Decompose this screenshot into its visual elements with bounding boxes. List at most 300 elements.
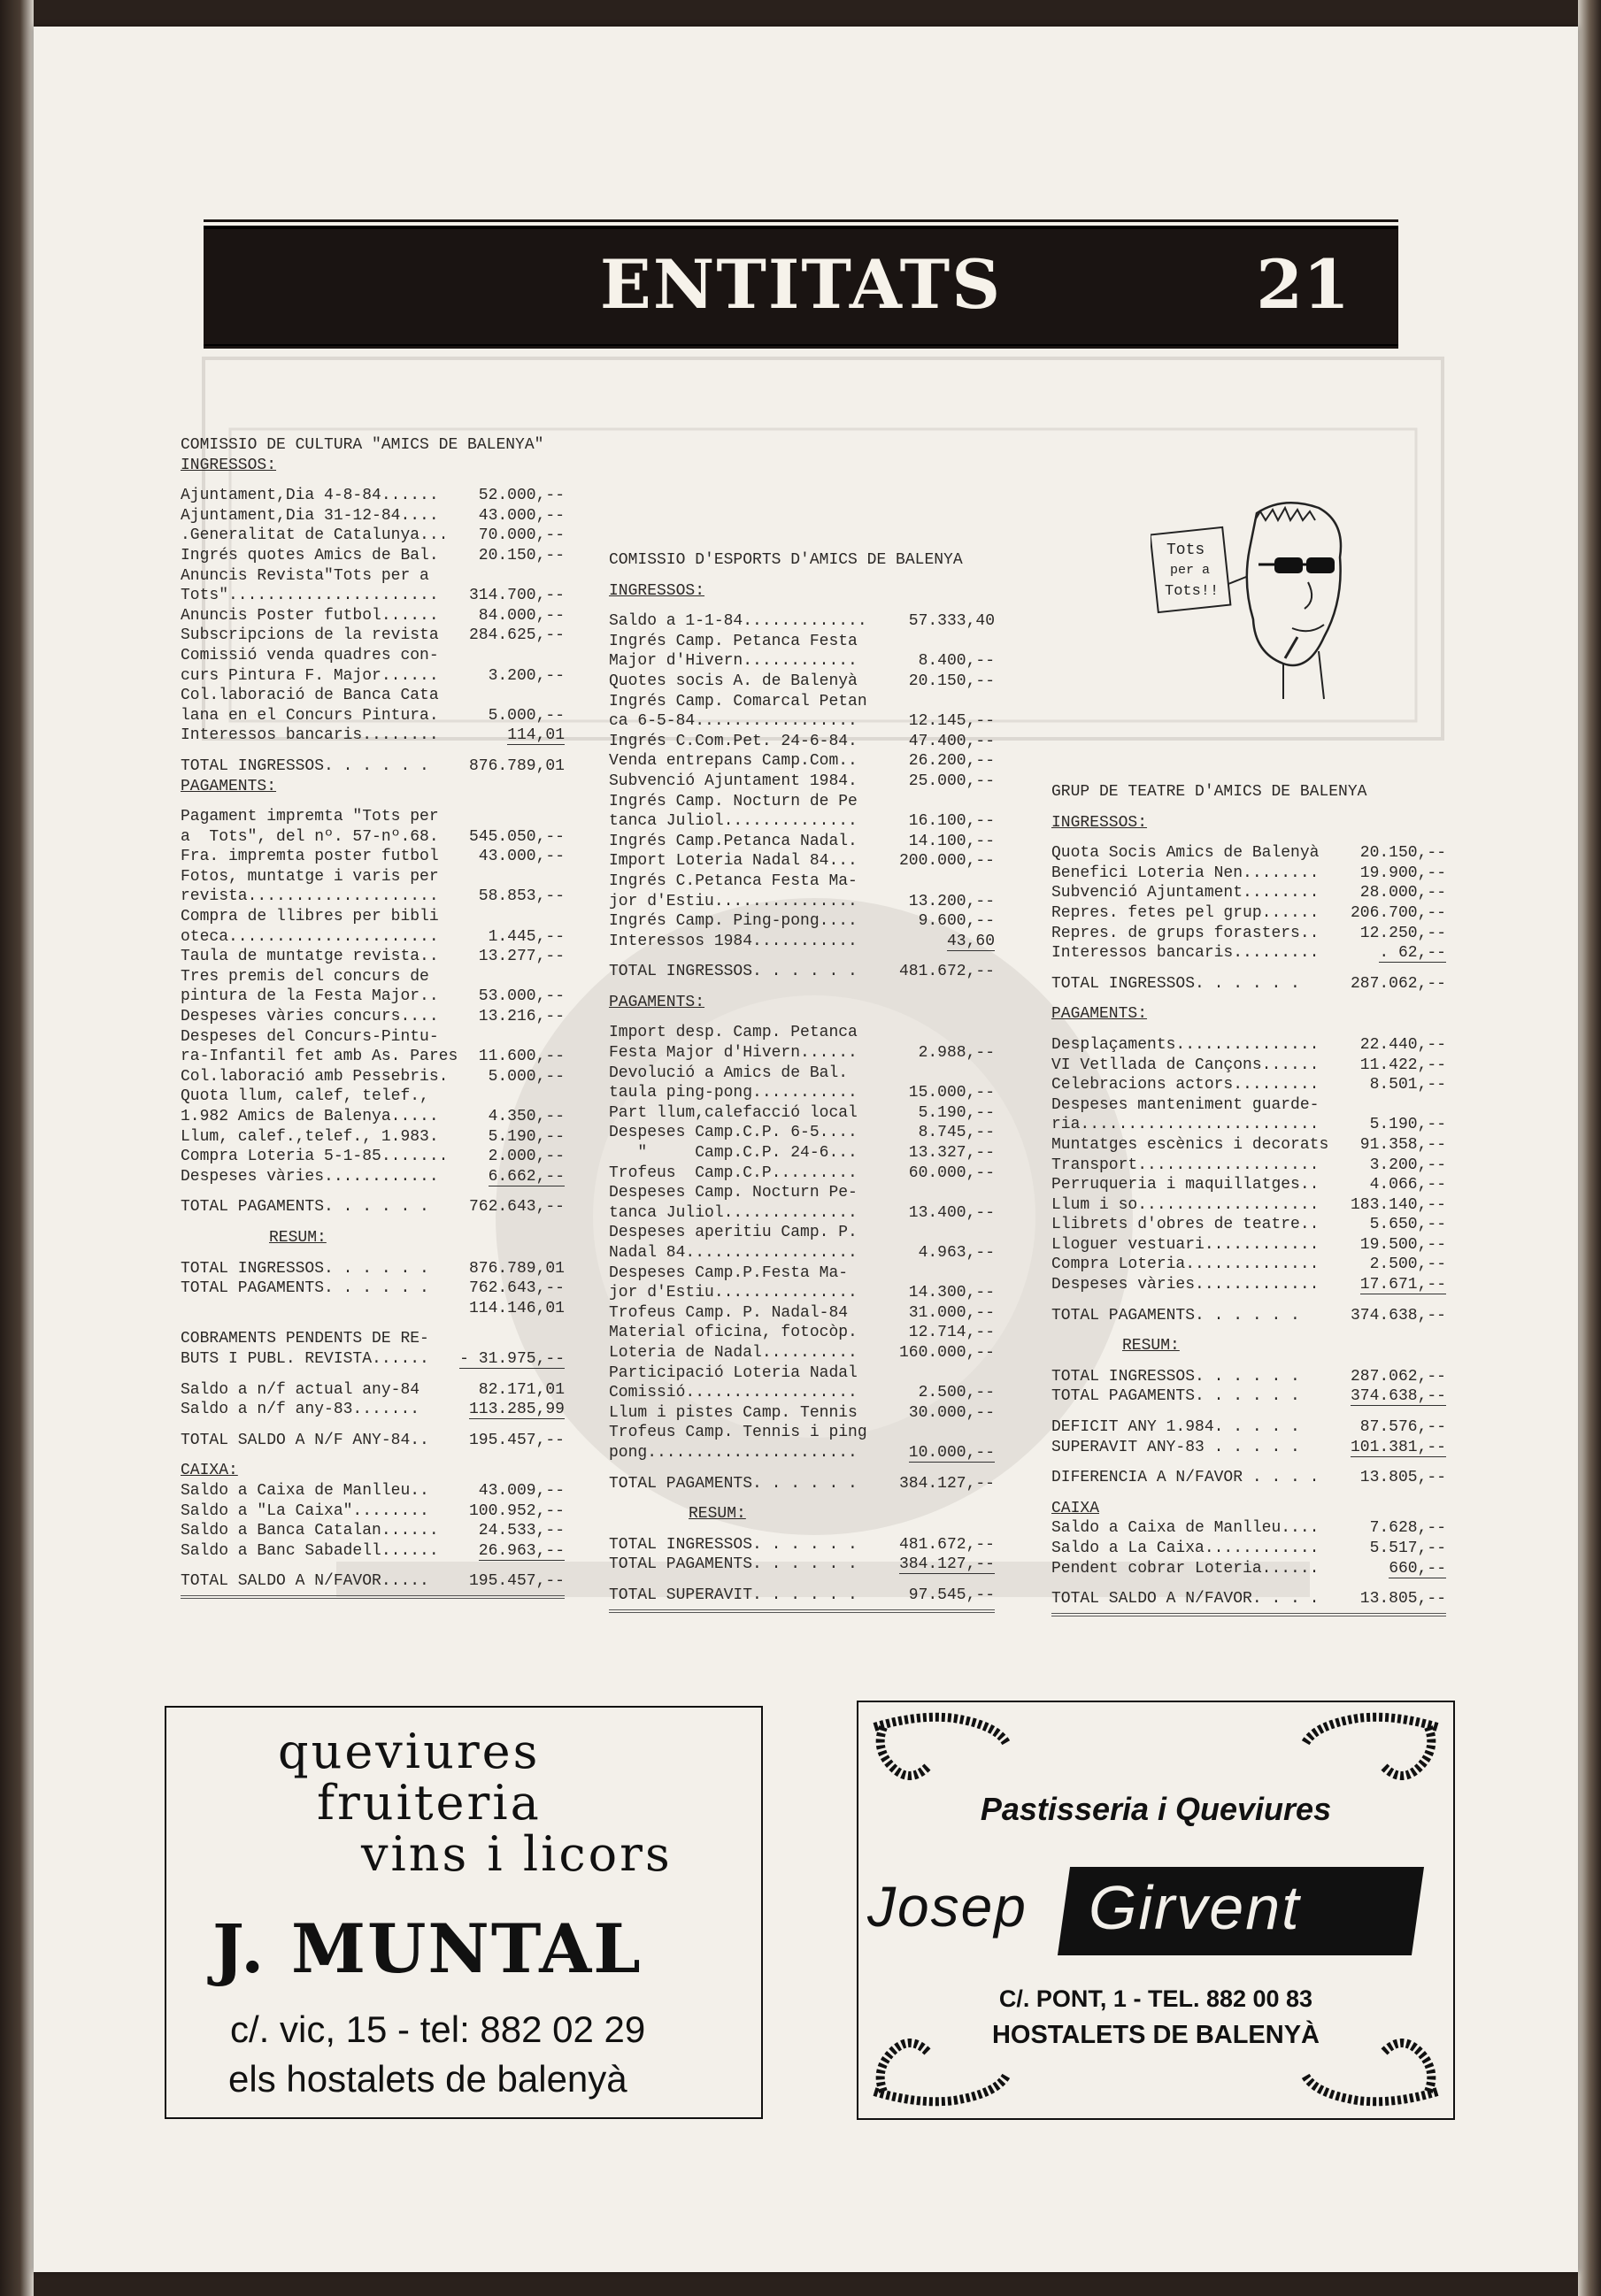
ledger-label: Saldo a La Caixa............ xyxy=(1051,1540,1320,1557)
ledger-label: Repres. fetes pel grup...... xyxy=(1051,903,1320,922)
ledger-amount: 13.277,-- xyxy=(478,948,565,966)
ledger-row xyxy=(181,1481,565,1501)
ledger-amount: 200.000,-- xyxy=(898,852,995,871)
ledger-label: lana en el Concurs Pintura. xyxy=(181,706,439,725)
ledger-value xyxy=(458,526,565,546)
ledger-label: VI Vetllada de Cançons...... xyxy=(1051,1056,1320,1074)
ledger-amount: 52.000,-- xyxy=(478,487,565,505)
ledger-amount: 13.327,-- xyxy=(908,1144,995,1163)
ledger-value xyxy=(889,1023,995,1043)
ledger-label: Import Loteria Nadal 84... xyxy=(609,852,858,871)
total-favor xyxy=(1051,1589,1446,1609)
total-favor-label: TOTAL SALDO A N/FAVOR. . . . xyxy=(1051,1590,1320,1609)
resum-heading: RESUM: xyxy=(689,1505,746,1524)
ledger-amount: 374.638,-- xyxy=(1350,1387,1446,1406)
ledger-row xyxy=(609,1383,995,1403)
ledger-label: " Camp.C.P. 24-6... xyxy=(609,1144,858,1163)
ledger-row xyxy=(609,851,995,872)
ledger-row xyxy=(609,1303,995,1324)
ledger-row xyxy=(1051,1115,1446,1135)
spacer xyxy=(1051,1488,1446,1499)
ledger-row xyxy=(609,911,995,932)
ledger-row xyxy=(609,811,995,832)
ledger-row xyxy=(181,1521,565,1541)
ledger-row xyxy=(1051,903,1446,924)
ledger-value xyxy=(889,1183,995,1203)
ledger-value xyxy=(889,872,995,892)
ad-girvent-address: C/. PONT, 1 - TEL. 882 00 83 xyxy=(998,1985,1313,2012)
ledger-label: Material oficina, fotocòp. xyxy=(609,1324,858,1342)
ledger-value xyxy=(458,827,565,848)
ledger-amount: 206.700,-- xyxy=(1350,903,1446,922)
ledger-amount: 15.000,-- xyxy=(908,1084,995,1102)
spacer xyxy=(181,475,565,486)
ledger-value xyxy=(889,832,995,852)
ledger-label: Pendent cobrar Loteria...... xyxy=(1051,1559,1320,1578)
ledger-amount: 114,01 xyxy=(507,726,565,745)
ledger-label: Venda entrepans Camp.Com.. xyxy=(609,752,858,771)
ledger-value xyxy=(889,1123,995,1143)
ledger-value xyxy=(889,1223,995,1243)
ledger-row xyxy=(609,1103,995,1124)
page-gutter xyxy=(0,0,34,2296)
ledger-amount: 43,60 xyxy=(946,932,995,950)
ledger-value xyxy=(458,546,565,566)
ledger-value xyxy=(458,1299,565,1319)
cultura-accounts xyxy=(181,435,565,1599)
ledger-value xyxy=(458,506,565,526)
ledger-amount: 25.000,-- xyxy=(908,772,995,790)
ledger-label: Taula de muntatge revista.. xyxy=(181,948,439,966)
ledger-label: Comissió.................. xyxy=(609,1384,858,1402)
ledger-value xyxy=(889,1083,995,1103)
ledger-value xyxy=(458,586,565,606)
ledger-row xyxy=(181,967,565,987)
spacer xyxy=(1051,833,1446,843)
ledger-row xyxy=(609,651,995,672)
ledger-value xyxy=(458,646,565,666)
ledger-value xyxy=(889,1303,995,1324)
ledger-value xyxy=(458,987,565,1007)
ledger-value xyxy=(458,1067,565,1087)
ledger-amount: 13.200,-- xyxy=(908,892,995,910)
section-title: ENTITATS xyxy=(599,245,1003,324)
ledger-row xyxy=(181,1349,565,1370)
total-superavit-label: TOTAL SUPERAVIT. . . . . . xyxy=(609,1586,858,1604)
ledger-row xyxy=(609,1403,995,1424)
ledger-amount: 31.000,-- xyxy=(908,1303,995,1322)
ledger-label: Trofeus Camp.C.P......... xyxy=(609,1163,858,1182)
ledger-row xyxy=(181,1147,565,1167)
ingressos-heading: INGRESSOS: xyxy=(609,581,705,600)
ledger-value xyxy=(889,732,995,752)
page-edge xyxy=(1578,0,1601,2296)
ledger-label: Participació Loteria Nadal xyxy=(609,1363,858,1382)
ledger-value xyxy=(889,1203,995,1224)
ledger-value xyxy=(889,911,995,932)
ledger-value xyxy=(1340,1539,1446,1559)
ledger-label: Ingrés quotes Amics de Bal. xyxy=(181,546,439,564)
ledger-label: .Generalitat de Catalunya... xyxy=(181,526,449,545)
ad-muntal-line3: vins i licors xyxy=(361,1826,673,1882)
total-ingressos-amount: 481.672,-- xyxy=(898,963,995,981)
ledger-amount: 12.714,-- xyxy=(908,1324,995,1342)
spacer xyxy=(609,1463,995,1474)
ledger-label: Saldo a Banca Catalan...... xyxy=(181,1522,439,1540)
ledger-row xyxy=(181,1107,565,1127)
total-superavit-value xyxy=(889,1586,995,1606)
ledger-row xyxy=(609,1183,995,1203)
ledger-value xyxy=(458,1027,565,1048)
ledger-value xyxy=(458,927,565,948)
ledger-label: oteca...................... xyxy=(181,927,439,946)
spacer xyxy=(609,982,995,993)
ledger-row xyxy=(609,1443,995,1463)
ledger-row xyxy=(1051,1056,1446,1076)
ad-girvent-tagline: Pastisseria i Queviures xyxy=(980,1791,1332,1827)
ledger-amount: 13.400,-- xyxy=(908,1203,995,1222)
ledger-value xyxy=(889,1363,995,1384)
ledger-label: Interessos bancaris......... xyxy=(1051,944,1320,963)
ledger-label: Trofeus Camp. P. Nadal-84 xyxy=(609,1303,849,1322)
ledger-row xyxy=(609,1083,995,1103)
ledger-amount: 3.200,-- xyxy=(488,666,565,685)
ledger-amount: 91.358,-- xyxy=(1359,1135,1446,1154)
ledger-value xyxy=(458,1047,565,1067)
ledger-label: Saldo a n/f any-83....... xyxy=(181,1401,420,1419)
ledger-label: Major d'Hivern............ xyxy=(609,652,858,671)
ledger-row xyxy=(609,1143,995,1163)
ledger-row xyxy=(181,486,565,506)
ledger-row xyxy=(181,1007,565,1027)
ledger-value xyxy=(458,1007,565,1027)
ledger-value xyxy=(1340,1156,1446,1176)
section-banner xyxy=(204,226,1398,348)
ledger-value xyxy=(889,1443,995,1463)
ledger-row xyxy=(609,1023,995,1043)
ledger-value xyxy=(1340,924,1446,944)
ledger-value xyxy=(1340,1367,1446,1387)
ledger-label: jor d'Estiu............... xyxy=(609,892,858,910)
ad-girvent-last-name: Girvent xyxy=(1089,1873,1301,1942)
ledger-row xyxy=(609,1323,995,1343)
ledger-label: curs Pintura F. Major...... xyxy=(181,666,439,685)
caixa-heading: CAIXA xyxy=(1051,1499,1100,1517)
ledger-amount: 19.500,-- xyxy=(1359,1235,1446,1254)
ledger-label: Celebracions actors......... xyxy=(1051,1076,1320,1094)
ledger-amount: - 31.975,-- xyxy=(459,1349,565,1368)
ledger-value xyxy=(458,726,565,746)
total-ingressos-label: TOTAL INGRESSOS. . . . . . xyxy=(609,963,858,981)
total-pagaments xyxy=(181,1197,565,1217)
ledger-amount: 43.000,-- xyxy=(478,506,565,525)
ledger-amount: 1.445,-- xyxy=(488,927,565,946)
ledger-amount: 5.000,-- xyxy=(488,706,565,725)
ledger-label: Quota Socis Amics de Balenyà xyxy=(1051,844,1320,863)
ledger-row xyxy=(1051,843,1446,864)
ledger-label: Nadal 84.................. xyxy=(609,1244,858,1262)
ad-girvent-logo xyxy=(867,1862,1444,1968)
ledger-label: Subvenció Ajuntament........ xyxy=(1051,884,1320,902)
ledger-amount: 43.009,-- xyxy=(478,1481,565,1500)
total-ingressos-label: TOTAL INGRESSOS. . . . . . xyxy=(181,756,429,775)
ledger-label: Comissió venda quadres con- xyxy=(181,646,439,664)
ledger-row xyxy=(609,1363,995,1384)
ledger-amount: 284.625,-- xyxy=(468,626,565,645)
ledger-row xyxy=(181,867,565,887)
double-rule xyxy=(1051,1613,1446,1616)
ledger-amount: 5.190,-- xyxy=(488,1127,565,1146)
ledger-amount: 57.333,40 xyxy=(908,612,995,631)
total-favor xyxy=(181,1571,565,1592)
ledger-amount: 8.400,-- xyxy=(918,652,995,671)
ad-muntal-address: c/. vic, 15 - tel: 882 02 29 xyxy=(230,2008,646,2050)
ledger-label: DEFICIT ANY 1.984. . . . . xyxy=(1051,1418,1300,1437)
ledger-row xyxy=(181,987,565,1007)
ledger-row xyxy=(181,1299,565,1319)
ledger-amount: 82.171,01 xyxy=(478,1380,565,1399)
ledger-amount: 6.662,-- xyxy=(488,1167,565,1186)
ledger-label: ra-Infantil fet amb As. Pares xyxy=(181,1048,458,1066)
ledger-row xyxy=(1051,1518,1446,1539)
ledger-amount: 11.422,-- xyxy=(1359,1056,1446,1074)
ledger-label: TOTAL INGRESSOS. . . . . . xyxy=(1051,1367,1300,1386)
total-pagaments-amount: 374.638,-- xyxy=(1350,1306,1446,1325)
ledger-amount: 4.350,-- xyxy=(488,1108,565,1125)
ad-girvent-first-name: Josep xyxy=(867,1875,1028,1939)
corner-scroll-icon xyxy=(1296,1709,1446,1789)
ledger-value xyxy=(1340,1095,1446,1116)
ledger-row xyxy=(1051,1195,1446,1216)
ledger-label: Llum i so................... xyxy=(1051,1195,1320,1214)
ledger-row xyxy=(609,1283,995,1303)
ledger-value xyxy=(458,907,565,927)
pagaments-heading: PAGAMENTS: xyxy=(1051,1005,1148,1024)
ledger-value xyxy=(458,1279,565,1299)
ledger-value xyxy=(889,1403,995,1424)
ledger-label: Compra de llibres per bibli xyxy=(181,908,439,926)
ledger-label: Llum i pistes Camp. Tennis xyxy=(609,1403,858,1422)
ledger-label: Desplaçaments............... xyxy=(1051,1035,1320,1054)
total-ingressos xyxy=(1051,974,1446,994)
ledger-row xyxy=(181,666,565,687)
ledger-row xyxy=(181,726,565,746)
ledger-row xyxy=(1051,1215,1446,1235)
ledger-value xyxy=(1340,1215,1446,1235)
ledger-amount: 3.200,-- xyxy=(1369,1156,1446,1174)
ledger-value xyxy=(889,1064,995,1084)
ledger-value xyxy=(458,706,565,726)
ledger-value xyxy=(458,887,565,907)
ledger-amount: 114.146,01 xyxy=(468,1299,565,1317)
ledger-amount: 30.000,-- xyxy=(908,1403,995,1422)
ledger-value xyxy=(889,751,995,772)
total-favor-amount: 13.805,-- xyxy=(1359,1590,1446,1609)
ledger-amount: 26.963,-- xyxy=(478,1541,565,1560)
ledger-label: Despeses Camp.C.P. 6-5.... xyxy=(609,1124,858,1142)
ledger-row xyxy=(1051,1386,1446,1407)
ledger-label: TOTAL PAGAMENTS. . . . . . xyxy=(609,1555,858,1574)
ledger-value xyxy=(889,1283,995,1303)
ledger-value xyxy=(889,1323,995,1343)
ledger-row xyxy=(609,672,995,692)
ledger-label: Ingrés Camp.Petanca Nadal. xyxy=(609,832,858,850)
ledger-label: Fotos, muntatge i varis per xyxy=(181,867,439,886)
ledger-row xyxy=(181,1279,565,1299)
ledger-row xyxy=(181,1027,565,1048)
ledger-value xyxy=(1340,1438,1446,1458)
ledger-amount: 17.671,-- xyxy=(1359,1276,1446,1294)
total-saldo-amount: 195.457,-- xyxy=(468,1431,565,1449)
ledger-row xyxy=(181,807,565,827)
spacer xyxy=(181,1248,565,1259)
ledger-label: pong...................... xyxy=(609,1443,858,1462)
ledger-label: BUTS I PUBL. REVISTA...... xyxy=(181,1349,429,1368)
ledger-label: Lloguer vestuari............ xyxy=(1051,1235,1320,1254)
ledger-row xyxy=(181,546,565,566)
ledger-amount: 26.200,-- xyxy=(908,752,995,771)
total-pagaments-label: TOTAL PAGAMENTS. . . . . . xyxy=(1051,1306,1300,1325)
ledger-amount: 183.140,-- xyxy=(1350,1195,1446,1214)
ledger-label: Ingrés Camp. Ping-pong.... xyxy=(609,912,858,931)
ledger-row xyxy=(609,1423,995,1443)
ledger-value xyxy=(1340,1115,1446,1135)
ledger-label: Anuncis Poster futbol...... xyxy=(181,606,439,625)
total-ingressos-label: TOTAL INGRESSOS. . . . . . xyxy=(1051,974,1300,993)
ledger-label: Despeses del Concurs-Pintu- xyxy=(181,1027,439,1046)
ledger-row xyxy=(1051,864,1446,884)
ledger-label: Ajuntament,Dia 4-8-84...... xyxy=(181,487,439,505)
ledger-amount: 2.500,-- xyxy=(1369,1256,1446,1274)
ledger-row xyxy=(1051,1275,1446,1295)
total-favor-value xyxy=(458,1571,565,1592)
spacer xyxy=(181,1420,565,1431)
section-title: GRUP DE TEATRE D'AMICS DE BALENYA xyxy=(1051,783,1367,801)
ledger-value xyxy=(1340,883,1446,903)
ledger-value xyxy=(889,692,995,712)
double-rule xyxy=(181,1595,565,1599)
ledger-label: Saldo a Caixa de Manlleu.. xyxy=(181,1481,429,1500)
ledger-amount: 100.952,-- xyxy=(468,1501,565,1520)
ledger-amount: 22.440,-- xyxy=(1359,1035,1446,1054)
spacer xyxy=(1051,1325,1446,1336)
spacer xyxy=(1051,1407,1446,1417)
ledger-label: Quota llum, calef, telef., xyxy=(181,1087,429,1106)
ledger-value xyxy=(1340,1135,1446,1156)
ledger-label: Pagament impremta "Tots per xyxy=(181,808,439,826)
ledger-amount: 101.381,-- xyxy=(1350,1438,1446,1456)
ledger-row xyxy=(1051,1539,1446,1559)
ledger-row xyxy=(181,706,565,726)
total-saldo xyxy=(181,1431,565,1451)
ledger-value xyxy=(889,1555,995,1575)
ledger-label: Col.laboració de Banca Cata xyxy=(181,687,439,705)
ledger-label: Despeses Camp. Nocturn Pe- xyxy=(609,1184,858,1202)
total-ingressos-value xyxy=(1340,974,1446,994)
ledger-row xyxy=(181,1501,565,1522)
spacer xyxy=(609,1575,995,1586)
ledger-label: Fra. impremta poster futbol xyxy=(181,848,439,866)
ledger-label: Saldo a Banc Sabadell...... xyxy=(181,1541,439,1560)
ledger-row xyxy=(609,772,995,792)
ledger-value xyxy=(458,666,565,687)
ledger-row xyxy=(181,646,565,666)
ledger-row xyxy=(1051,1075,1446,1095)
ledger-value xyxy=(458,686,565,706)
spacer xyxy=(609,951,995,962)
ledger-amount: 14.300,-- xyxy=(908,1284,995,1302)
ledger-amount: 160.000,-- xyxy=(898,1343,995,1362)
ledger-row xyxy=(181,1259,565,1279)
ledger-amount: 20.150,-- xyxy=(1359,844,1446,863)
ledger-value xyxy=(889,1263,995,1284)
ad-muntal xyxy=(165,1706,763,2119)
ledger-label: Saldo a "La Caixa"........ xyxy=(181,1501,429,1520)
ledger-value xyxy=(889,1383,995,1403)
teatre-accounts xyxy=(1051,782,1446,1616)
diferencia-label: DIFERENCIA A N/FAVOR . . . . xyxy=(1051,1469,1320,1487)
ledger-amount: 24.533,-- xyxy=(478,1522,565,1540)
ledger-value xyxy=(889,892,995,912)
ledger-value xyxy=(1340,1386,1446,1407)
cartoon-sign-line2: per a xyxy=(1170,563,1211,578)
ledger-value xyxy=(458,807,565,827)
spacer xyxy=(609,1494,995,1504)
ledger-label: Ajuntament,Dia 31-12-84.... xyxy=(181,506,439,525)
section-title: COMISSIO D'ESPORTS D'AMICS DE BALENYA xyxy=(609,551,963,569)
total-pagaments-amount: 384.127,-- xyxy=(898,1474,995,1493)
ledger-value xyxy=(1340,1195,1446,1216)
ledger-value xyxy=(458,847,565,867)
ledger-label: Llum, calef.,telef., 1.983. xyxy=(181,1127,439,1146)
ledger-label: Despeses manteniment guarde- xyxy=(1051,1095,1320,1114)
ledger-value xyxy=(458,1400,565,1420)
ledger-amount: 545.050,-- xyxy=(468,827,565,846)
double-rule xyxy=(609,1609,995,1613)
ledger-value xyxy=(1340,1056,1446,1076)
ledger-label: tanca Juliol.............. xyxy=(609,812,858,831)
ad-muntal-line1: queviures xyxy=(278,1724,541,1779)
ledger-row xyxy=(609,1343,995,1363)
ledger-label: Muntatges escènics i decorats xyxy=(1051,1135,1329,1154)
ledger-row xyxy=(1051,1175,1446,1195)
ledger-label: Col.laboració amb Pessebris. xyxy=(181,1067,449,1086)
ledger-value xyxy=(1340,903,1446,924)
ledger-label: Saldo a Caixa de Manlleu.... xyxy=(1051,1519,1320,1538)
ledger-row xyxy=(181,1127,565,1148)
ledger-amount: 16.100,-- xyxy=(908,812,995,831)
spacer xyxy=(181,1370,565,1380)
ledger-label: Despeses vàries............ xyxy=(181,1167,439,1186)
ledger-row xyxy=(609,932,995,952)
ledger-label: TOTAL PAGAMENTS. . . . . . xyxy=(181,1279,429,1298)
ledger-label: Loteria de Nadal.......... xyxy=(609,1343,858,1362)
ledger-value xyxy=(889,1043,995,1064)
ledger-label: ria......................... xyxy=(1051,1116,1320,1134)
spacer xyxy=(181,1450,565,1461)
ledger-amount: 87.576,-- xyxy=(1359,1418,1446,1437)
ledger-row xyxy=(181,847,565,867)
ledger-label: revista.................... xyxy=(181,887,439,906)
ledger-row xyxy=(181,947,565,967)
ledger-row xyxy=(609,732,995,752)
ledger-row xyxy=(181,1380,565,1401)
total-saldo-value xyxy=(458,1431,565,1451)
ledger-value xyxy=(889,932,995,952)
spacer xyxy=(1051,1356,1446,1367)
spacer xyxy=(181,1318,565,1329)
ledger-label: Devolució a Amics de Bal. xyxy=(609,1064,849,1082)
